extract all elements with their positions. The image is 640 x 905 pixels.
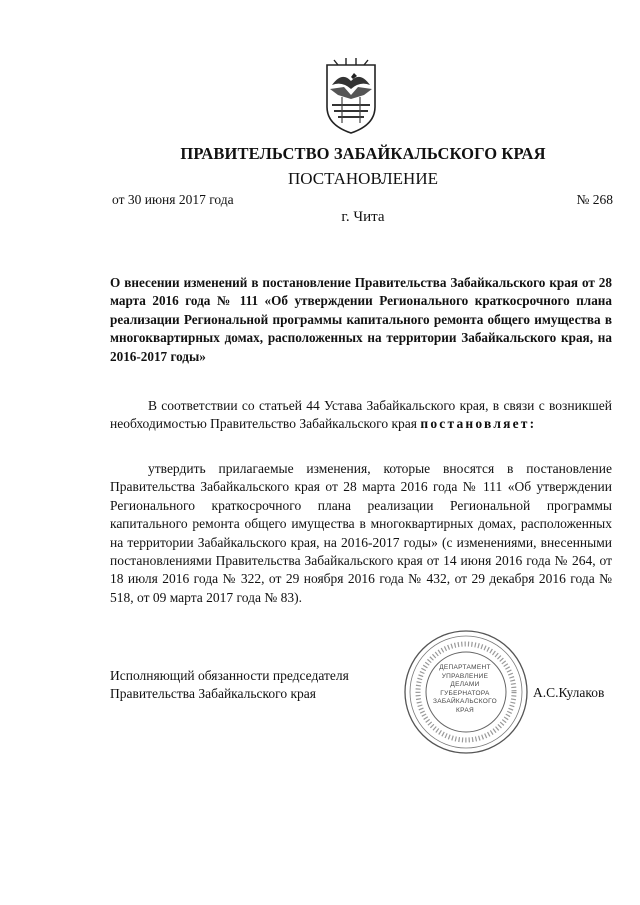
resolution-paragraph: [110, 460, 612, 607]
document-date: от 30 июня 2017 года: [112, 192, 234, 207]
signatory-position: [110, 667, 349, 704]
stamp-line: ГУБЕРНАТОРА: [440, 689, 490, 697]
signatory-position-line2: Правительства Забайкальского края: [110, 686, 316, 702]
resolution-text: утвердить прилагаемые изменения, которые вносятся в постановление Правительства Забайкальского края от 28 марта 2016 года № 111 «Об утверждении Регионального краткосрочного плана реализации Региональной программы капитального ремонта общего имущества в многоквартирных домах, расположенных на территории Забайкальского края, на 2016-2017 годы» (с изменениями, внесенными постановлениями Правительства Забайкальского края от 14 июня 2016 года № 264, от 18 июля 2016 года № 322, от 29 ноября 2016 года № 432, от 29 декабря 2016 года № 518, от 09 марта 2017 года № 83).: [110, 461, 612, 605]
coat-of-arms-emblem: [324, 57, 378, 135]
preamble-paragraph: [110, 397, 612, 434]
document-number: № 268: [576, 192, 613, 207]
stamp-line: ДЕЛАМИ: [450, 681, 480, 689]
government-title: ПРАВИТЕЛЬСТВО ЗАБАЙКАЛЬСКОГО КРАЯ: [180, 144, 546, 163]
signatory-name: А.С.Кулаков: [533, 685, 605, 700]
document-city: г. Чита: [341, 209, 385, 225]
decree-word: постановляет:: [420, 416, 537, 432]
stamp-line: КРАЯ: [456, 706, 474, 714]
stamp-line: ДЕПАРТАМЕНТ: [439, 664, 491, 671]
signatory-position-line1: Исполняющий обязанности председателя: [110, 668, 349, 683]
stamp-line: УПРАВЛЕНИЕ: [441, 672, 489, 680]
document-subject: О внесении изменений в постановление Правительства Забайкальского края от 28 марта 2016 года № 111 «Об утверждении Регионального краткосрочного плана реализации Региональной программы капитального ремонта общего имущества в многоквартирных домах, расположенных на территории Забайкальского края, на 2016-2017 годы»: [110, 275, 612, 364]
stamp-line: ЗАБАЙКАЛЬСКОГО: [433, 698, 497, 706]
preamble-text: В соответствии со статьей 44 Устава Забайкальского края, в связи с возникшей необходимостью Правительство Забайкальского края: [110, 398, 612, 432]
document-type: ПОСТАНОВЛЕНИЕ: [287, 169, 438, 188]
stamp-text: [431, 664, 499, 716]
